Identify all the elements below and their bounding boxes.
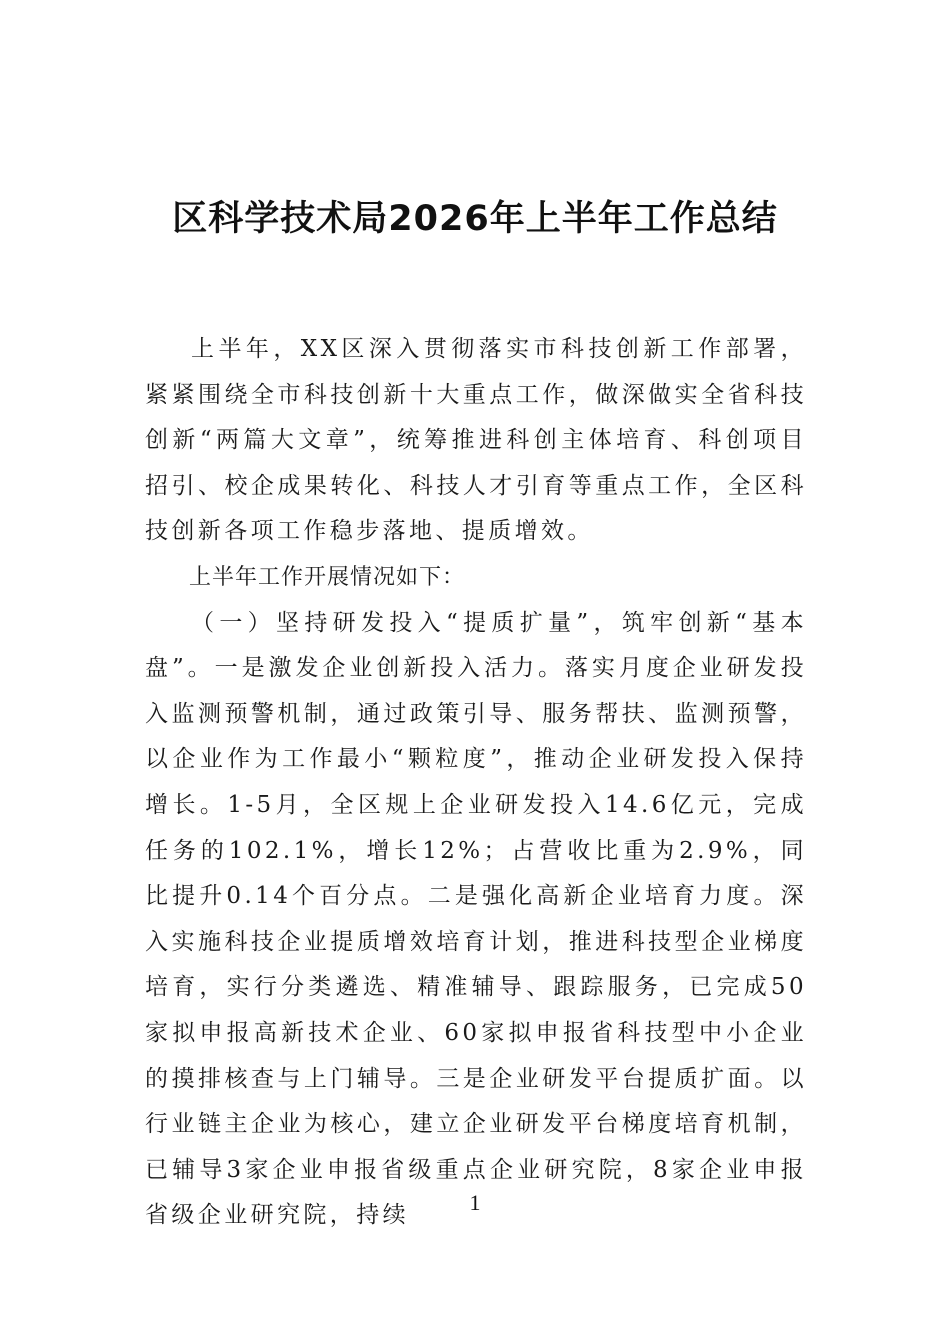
section-heading: 上半年工作开展情况如下：: [189, 564, 466, 590]
page-number: 1: [469, 1190, 481, 1215]
document-body: [145, 327, 807, 1239]
section-one-paragraph: （一）坚持研发投入“提质扩量”，筑牢创新“基本盘”。一是激发企业创新投入活力。落实月度企业研发投入监测预警机制，通过政策引导、服务帮扶、监测预警，以企业作为工作最小“颗粒度”，推动企业研发投入保持增长。1-5月，全区规上企业研发投入14.6亿元，完成任务的102.1%，增长12%；占营收比重为2.9%，同比提升0.14个百分点。二是强化高新企业培育力度。深入实施科技企业提质增效培育计划，推进科技型企业梯度培育，实行分类遴选、精准辅导、跟踪服务，已完成50家拟申报高新技术企业、60家拟申报省科技型中小企业的摸排核查与上门辅导。三是企业研发平台提质扩面。以行业链主企业为核心，建立企业研发平台梯度培育机制，已辅导3家企业申报省级重点企业研究院，8家企业申报省级企业研究院，持续: [145, 609, 807, 1229]
document-title: 区科学技术局2026年上半年工作总结: [172, 199, 778, 239]
intro-paragraph: 上半年，XX区深入贯彻落实市科技创新工作部署，紧紧围绕全市科技创新十大重点工作，做深做实全省科技创新“两篇大文章”，统筹推进科创主体培育、科创项目招引、校企成果转化、科技人才引育等重点工作，全区科技创新各项工作稳步落地、提质增效。: [145, 336, 807, 545]
